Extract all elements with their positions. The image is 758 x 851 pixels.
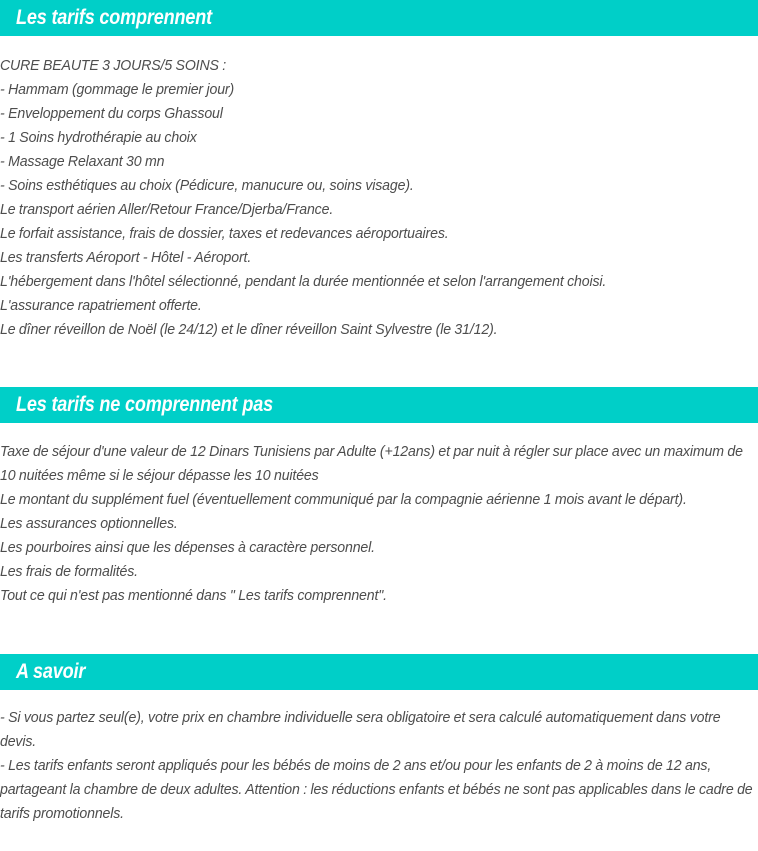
section-body-tarifs-ne-comprennent-pas	[0, 423, 758, 608]
section-title: A savoir	[16, 659, 86, 683]
section-title: Les tarifs comprennent	[16, 5, 212, 29]
section-header-tarifs-comprennent	[0, 0, 758, 36]
section-header-a-savoir	[0, 654, 758, 690]
body-line: Les frais de formalités.	[0, 563, 138, 580]
body-line: CURE BEAUTE 3 JOURS/5 SOINS :	[0, 57, 227, 74]
body-line: Le forfait assistance, frais de dossier, taxes et redevances aéroportuaires.	[0, 225, 449, 242]
section-tarifs-comprennent	[0, 0, 758, 342]
section-tarifs-ne-comprennent-pas	[0, 387, 758, 608]
body-line: - Soins esthétiques au choix (Pédicure, manucure ou, soins visage).	[0, 177, 414, 194]
body-line: - Hammam (gommage le premier jour)	[0, 81, 235, 98]
body-line: - 1 Soins hydrothérapie au choix	[0, 129, 197, 146]
body-line: - Enveloppement du corps Ghassoul	[0, 105, 223, 122]
body-line: L'hébergement dans l'hôtel sélectionné, pendant la durée mentionnée et selon l'arrangement choisi.	[0, 273, 607, 290]
body-line: Les assurances optionnelles.	[0, 515, 178, 532]
section-spacer	[0, 342, 758, 387]
section-body-a-savoir	[0, 690, 758, 826]
body-line: Tout ce qui n'est pas mentionné dans " Les tarifs comprennent".	[0, 587, 387, 604]
body-line: Le transport aérien Aller/Retour France/Djerba/France.	[0, 201, 334, 218]
body-line: Le dîner réveillon de Noël (le 24/12) et le dîner réveillon Saint Sylvestre (le 31/12).	[0, 321, 498, 338]
body-line: Les pourboires ainsi que les dépenses à caractère personnel.	[0, 539, 375, 556]
body-line: - Les tarifs enfants seront appliqués pour les bébés de moins de 2 ans et/ou pour les enfants de 2 à moins de 12 ans, partageant la chambre de deux adultes. Attention : les réductions enfants et bébés ne sont pas applicables dans le cadre de tarifs promotionnels.	[0, 757, 753, 822]
body-line: Le montant du supplément fuel (éventuellement communiqué par la compagnie aérienne 1 mois avant le départ).	[0, 491, 687, 508]
section-body-tarifs-comprennent	[0, 36, 758, 342]
section-title: Les tarifs ne comprennent pas	[16, 392, 273, 416]
body-line: L'assurance rapatriement offerte.	[0, 297, 202, 314]
body-line: Les transferts Aéroport - Hôtel - Aéroport.	[0, 249, 252, 266]
section-header-tarifs-ne-comprennent-pas	[0, 387, 758, 423]
body-line: - Massage Relaxant 30 mn	[0, 153, 165, 170]
section-a-savoir	[0, 654, 758, 826]
body-line: Taxe de séjour d'une valeur de 12 Dinars Tunisiens par Adulte (+12ans) et par nuit à régler sur place avec un maximum de 10 nuitées même si le séjour dépasse les 10 nuitées	[0, 443, 743, 484]
body-line: - Si vous partez seul(e), votre prix en chambre individuelle sera obligatoire et sera calculé automatiquement dans votre devis.	[0, 709, 721, 750]
section-spacer	[0, 608, 758, 654]
